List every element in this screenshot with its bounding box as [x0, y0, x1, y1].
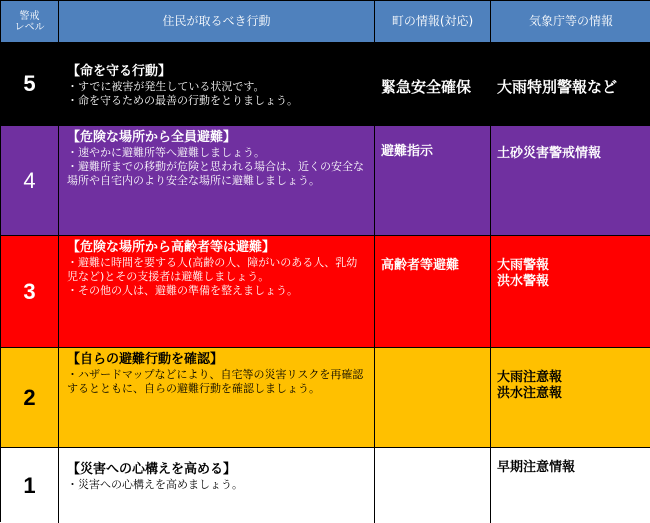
action-bullet: ・避難所までの移動が危険と思われる場合は、近くの安全な場所や自宅内のより安全な場所に避難しましょう。 — [67, 160, 364, 187]
level-number: 1 — [23, 472, 36, 498]
header-jma-label: 気象庁等の情報 — [528, 14, 613, 28]
header-town-label: 町の情報(対応) — [391, 14, 474, 28]
action-title: 【自らの避難行動を確認】 — [67, 352, 224, 367]
header-action-label: 住民が取るべき行動 — [162, 14, 271, 28]
jma-info: 土砂災害警戒情報 — [497, 146, 602, 161]
action-bullet: ・その他の人は、避難の準備を整えましょう。 — [67, 284, 298, 297]
level-number: 4 — [23, 167, 36, 193]
level-2-action — [59, 348, 375, 448]
town-info: 避難指示 — [381, 144, 434, 159]
action-title: 【危険な場所から全員避難】 — [67, 130, 237, 145]
level-4-town — [375, 126, 491, 236]
level-3-town — [375, 236, 491, 348]
jma-info: 早期注意情報 — [497, 460, 576, 475]
action-bullet: ・速やかに避難所等へ避難しましょう。 — [67, 146, 265, 159]
level-5-town — [375, 43, 491, 126]
level-2-jma — [491, 348, 650, 448]
action-bullet: ・命を守るための最善の行動をとりましょう。 — [67, 94, 298, 107]
level-5-number — [1, 43, 59, 126]
level-4-number — [1, 126, 59, 236]
level-2-number — [1, 348, 59, 448]
level-1-town — [375, 448, 491, 523]
level-5-action — [59, 43, 375, 126]
level-3-jma — [491, 236, 650, 348]
action-bullet: ・避難に時間を要する人(高齢の人、障がいのある人、乳幼児など)とその支援者は避難しましょう。 — [67, 256, 358, 283]
level-number: 5 — [23, 71, 36, 96]
action-title: 【命を守る行動】 — [67, 64, 172, 79]
header-level-label: 警戒 レベル — [14, 10, 45, 33]
level-1-action — [59, 448, 375, 523]
level-1-number — [1, 448, 59, 523]
jma-info: 大雨警報 洪水警報 — [497, 258, 550, 289]
jma-info: 大雨特別警報など — [497, 77, 618, 96]
action-bullet: ・すでに被害が発生している状況です。 — [67, 80, 265, 93]
level-number: 3 — [23, 278, 36, 304]
level-5-jma — [491, 43, 650, 126]
action-title: 【災害への心構えを高める】 — [67, 462, 237, 477]
header-town — [375, 1, 491, 43]
level-number: 2 — [23, 384, 36, 410]
jma-info: 大雨注意報 洪水注意報 — [497, 370, 563, 401]
level-2-town — [375, 348, 491, 448]
action-title: 【危険な場所から高齢者等は避難】 — [67, 240, 276, 255]
level-4-jma — [491, 126, 650, 236]
level-3-number — [1, 236, 59, 348]
level-3-action — [59, 236, 375, 348]
action-bullet: ・ハザードマップなどにより、自宅等の災害リスクを再確認するとともに、自らの避難行動を確認しましょう。 — [67, 368, 364, 395]
level-1-jma — [491, 448, 650, 523]
town-info: 高齢者等避難 — [381, 258, 460, 273]
header-jma — [491, 1, 650, 43]
header-action — [59, 1, 375, 43]
level-4-action — [59, 126, 375, 236]
action-bullet: ・災害への心構えを高めましょう。 — [67, 478, 243, 491]
header-level — [1, 1, 59, 43]
town-info: 緊急安全確保 — [381, 77, 472, 96]
